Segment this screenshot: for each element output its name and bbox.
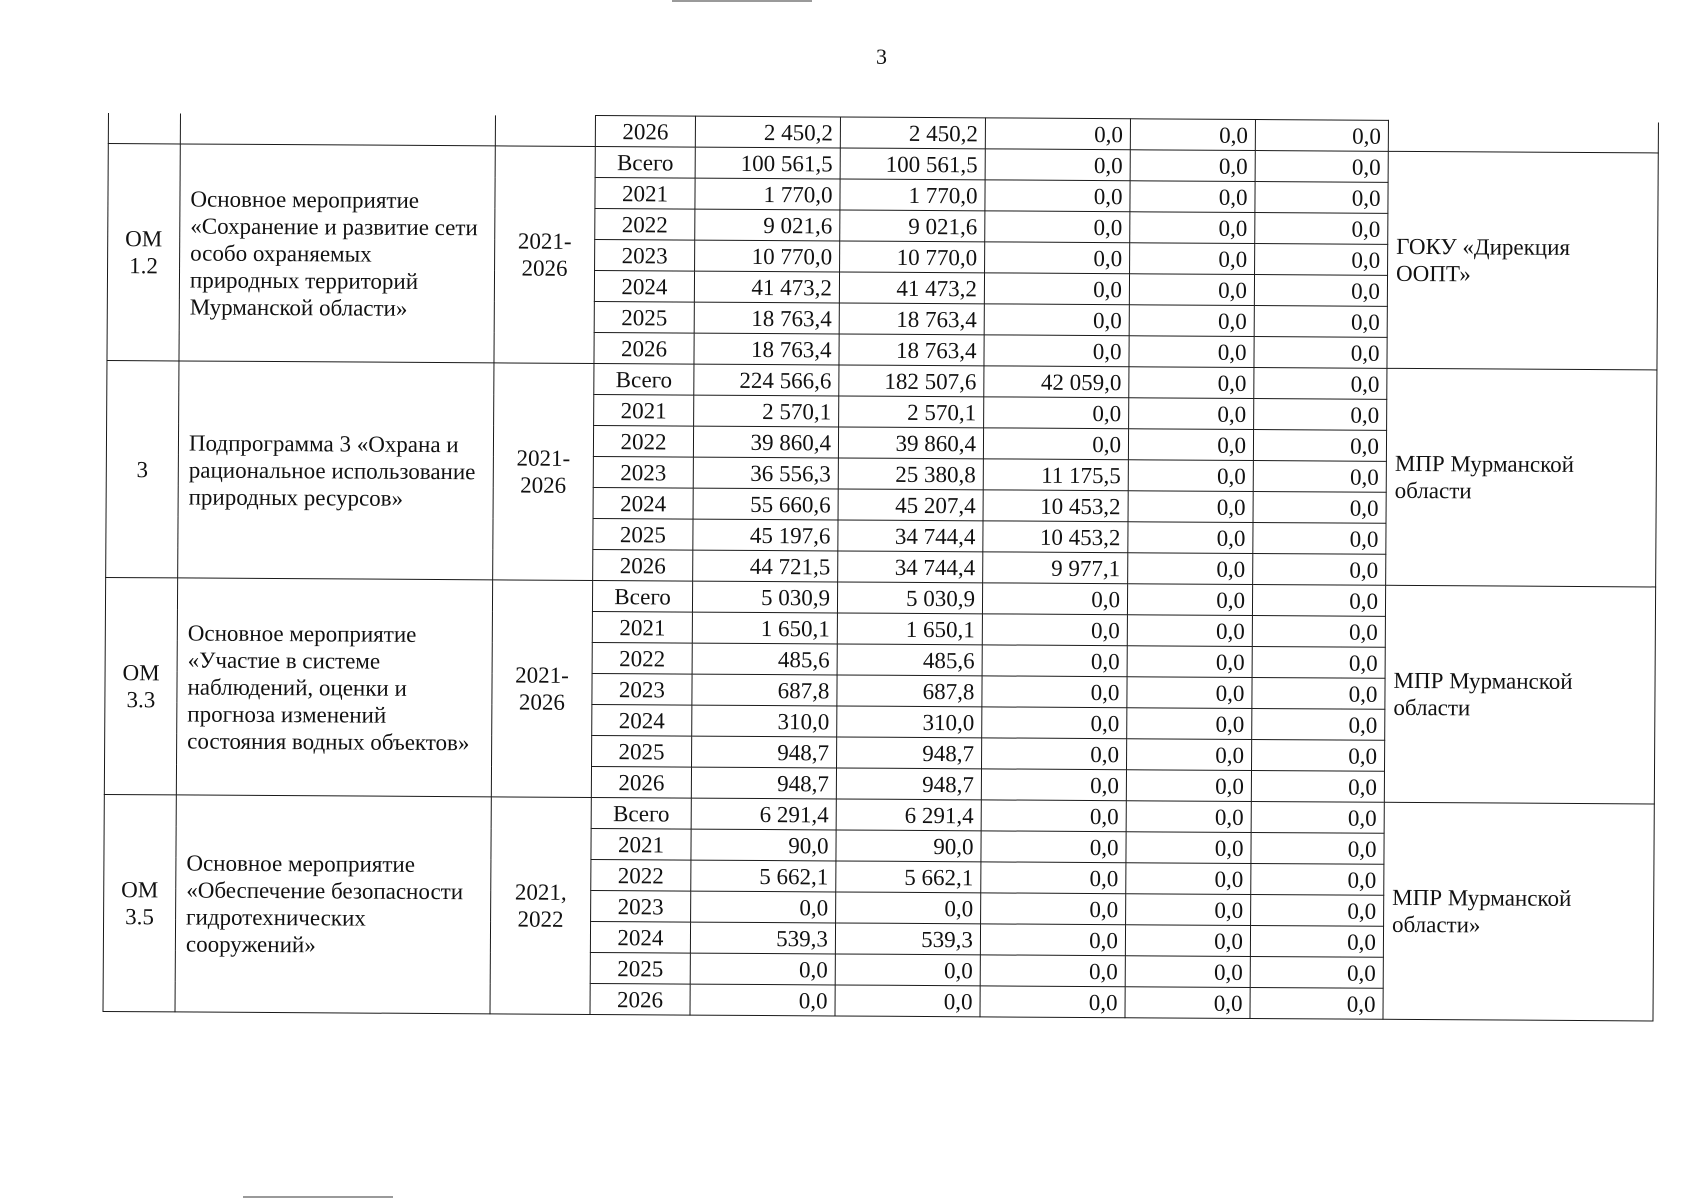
total-cell: 539,3	[690, 922, 835, 954]
federal-budget-cell: 11 175,5	[983, 459, 1128, 491]
total-cell: 55 660,6	[693, 488, 838, 520]
regional-budget-cell: 90,0	[836, 830, 981, 862]
local-budget-cell: 0,0	[1130, 150, 1255, 182]
period-cell	[494, 146, 595, 364]
other-sources-cell: 0,0	[1251, 739, 1384, 771]
code-cell	[107, 144, 180, 361]
local-budget-cell: 0,0	[1129, 367, 1254, 399]
federal-budget-cell: 0,0	[981, 862, 1126, 894]
year-cell: 2026	[595, 115, 695, 147]
name-text: Основное мероприятие «Сохранение и развитие сети особо охраняемых природных территорий Мурманской области»	[189, 186, 478, 321]
year-cell: 2023	[592, 673, 692, 705]
federal-budget-cell: 0,0	[984, 335, 1129, 367]
local-budget-cell: 0,0	[1130, 212, 1255, 244]
federal-budget-cell: 0,0	[985, 149, 1130, 181]
federal-budget-cell: 0,0	[984, 273, 1129, 305]
period-cell	[490, 797, 591, 1015]
name-cell	[175, 795, 491, 1014]
other-sources-cell: 0,0	[1251, 832, 1384, 864]
total-cell: 36 556,3	[693, 457, 838, 489]
federal-budget-cell: 0,0	[980, 986, 1125, 1018]
total-cell: 44 721,5	[693, 550, 838, 582]
local-budget-cell: 0,0	[1130, 181, 1255, 213]
local-budget-cell: 0,0	[1127, 708, 1252, 740]
other-sources-cell: 0,0	[1253, 554, 1386, 586]
regional-budget-cell: 100 561,5	[840, 148, 985, 180]
year-cell: 2022	[593, 425, 693, 457]
other-sources-cell: 0,0	[1251, 770, 1384, 802]
year-cell: Всего	[594, 363, 694, 395]
year-cell: 2026	[590, 983, 690, 1015]
federal-budget-cell: 0,0	[982, 645, 1127, 677]
total-cell: 485,6	[692, 643, 837, 675]
total-cell: 5 662,1	[691, 860, 836, 892]
period-text: 2021- 2026	[517, 228, 572, 281]
local-budget-cell: 0,0	[1128, 553, 1253, 585]
regional-budget-cell: 182 507,6	[839, 365, 984, 397]
regional-budget-cell: 34 744,4	[838, 520, 983, 552]
code-cell	[106, 360, 179, 577]
year-cell: Всего	[592, 580, 692, 612]
regional-budget-cell: 2 570,1	[839, 396, 984, 428]
regional-budget-cell: 5 662,1	[836, 861, 981, 893]
name-cell	[178, 361, 494, 580]
name-text: Основное мероприятие «Обеспечение безопасности гидротехнических сооружений»	[185, 850, 464, 958]
period-text: 2021- 2026	[516, 445, 571, 498]
document-sheet	[103, 112, 1658, 1021]
total-cell: 0,0	[690, 984, 835, 1016]
other-sources-cell: 0,0	[1254, 399, 1387, 431]
other-sources-cell: 0,0	[1255, 120, 1388, 152]
regional-budget-cell: 2 450,2	[840, 117, 985, 149]
year-cell: Всего	[595, 146, 695, 178]
local-budget-cell: 0,0	[1126, 863, 1251, 895]
other-sources-cell: 0,0	[1254, 275, 1387, 307]
regional-budget-cell: 485,6	[837, 644, 982, 676]
other-sources-cell: 0,0	[1251, 863, 1384, 895]
code-text: ОМ 1.2	[125, 226, 163, 279]
regional-budget-cell: 687,8	[837, 675, 982, 707]
year-cell: 2024	[594, 270, 694, 302]
total-cell: 310,0	[692, 705, 837, 737]
total-cell: 100 561,5	[695, 147, 840, 179]
name-text: Основное мероприятие «Участие в системе наблюдений, оценки и прогноза изменений состояния водных объектов»	[187, 619, 470, 755]
name-cell	[180, 113, 495, 146]
other-sources-cell: 0,0	[1253, 430, 1386, 462]
period-cell	[493, 363, 594, 581]
year-cell: 2024	[592, 704, 692, 736]
name-cell	[176, 578, 492, 797]
federal-budget-cell: 0,0	[982, 707, 1127, 739]
year-cell: 2023	[593, 456, 693, 488]
responsible-text: МПР Мурманской области»	[1391, 884, 1572, 938]
responsible-cell	[1386, 368, 1657, 587]
year-cell: 2022	[595, 208, 695, 240]
funding-table	[103, 112, 1659, 1021]
code-text: ОМ 3.5	[121, 877, 159, 930]
regional-budget-cell: 10 770,0	[840, 241, 985, 273]
period-text: 2021, 2022	[514, 879, 567, 932]
federal-budget-cell: 0,0	[983, 428, 1128, 460]
code-cell	[103, 794, 176, 1011]
total-cell: 18 763,4	[694, 333, 839, 365]
local-budget-cell: 0,0	[1130, 119, 1255, 151]
responsible-cell	[1383, 802, 1654, 1021]
year-cell: 2021	[595, 177, 695, 209]
federal-budget-cell: 0,0	[981, 800, 1126, 832]
period-cell	[491, 580, 592, 798]
year-cell: 2021	[591, 828, 691, 860]
federal-budget-cell: 0,0	[985, 118, 1130, 150]
other-sources-cell: 0,0	[1251, 894, 1384, 926]
year-cell: 2025	[592, 735, 692, 767]
total-cell: 224 566,6	[694, 364, 839, 396]
federal-budget-cell: 0,0	[982, 583, 1127, 615]
federal-budget-cell: 0,0	[985, 211, 1130, 243]
total-cell: 0,0	[690, 953, 835, 985]
local-budget-cell: 0,0	[1127, 615, 1252, 647]
other-sources-cell: 0,0	[1253, 492, 1386, 524]
name-cell	[179, 144, 495, 363]
regional-budget-cell: 0,0	[835, 985, 980, 1017]
year-cell: 2025	[593, 518, 693, 550]
other-sources-cell: 0,0	[1253, 461, 1386, 493]
total-cell: 2 570,1	[694, 395, 839, 427]
local-budget-cell: 0,0	[1125, 925, 1250, 957]
regional-budget-cell: 18 763,4	[839, 303, 984, 335]
year-cell: 2021	[594, 394, 694, 426]
code-text: ОМ 3.3	[122, 660, 160, 713]
federal-budget-cell: 0,0	[982, 614, 1127, 646]
regional-budget-cell: 34 744,4	[838, 551, 983, 583]
responsible-cell	[1388, 120, 1658, 153]
total-cell: 1 650,1	[692, 612, 837, 644]
total-cell: 41 473,2	[694, 271, 839, 303]
total-cell: 1 770,0	[695, 178, 840, 210]
federal-budget-cell: 0,0	[981, 831, 1126, 863]
local-budget-cell: 0,0	[1129, 398, 1254, 430]
period-cell	[495, 115, 595, 147]
regional-budget-cell: 5 030,9	[837, 582, 982, 614]
total-cell: 0,0	[691, 891, 836, 923]
federal-budget-cell: 0,0	[981, 769, 1126, 801]
federal-budget-cell: 42 059,0	[984, 366, 1129, 398]
other-sources-cell: 0,0	[1255, 151, 1388, 183]
local-budget-cell: 0,0	[1126, 832, 1251, 864]
total-cell: 948,7	[692, 736, 837, 768]
local-budget-cell: 0,0	[1126, 894, 1251, 926]
regional-budget-cell: 948,7	[837, 737, 982, 769]
local-budget-cell: 0,0	[1127, 646, 1252, 678]
year-cell: 2024	[590, 921, 690, 953]
responsible-cell	[1384, 585, 1655, 804]
federal-budget-cell: 0,0	[984, 304, 1129, 336]
federal-budget-cell: 10 453,2	[983, 490, 1128, 522]
local-budget-cell: 0,0	[1129, 274, 1254, 306]
year-cell: 2023	[595, 239, 695, 271]
year-cell: 2023	[591, 890, 691, 922]
other-sources-cell: 0,0	[1254, 306, 1387, 338]
regional-budget-cell: 6 291,4	[836, 799, 981, 831]
regional-budget-cell: 41 473,2	[839, 272, 984, 304]
other-sources-cell: 0,0	[1250, 925, 1383, 957]
regional-budget-cell: 39 860,4	[838, 427, 983, 459]
local-budget-cell: 0,0	[1127, 677, 1252, 709]
code-cell	[104, 577, 177, 794]
regional-budget-cell: 539,3	[835, 923, 980, 955]
local-budget-cell: 0,0	[1125, 956, 1250, 988]
regional-budget-cell: 310,0	[837, 706, 982, 738]
period-text: 2021- 2026	[515, 662, 569, 715]
other-sources-cell: 0,0	[1252, 646, 1385, 678]
total-cell: 10 770,0	[695, 240, 840, 272]
local-budget-cell: 0,0	[1125, 987, 1250, 1019]
regional-budget-cell: 1 650,1	[837, 613, 982, 645]
federal-budget-cell: 9 977,1	[983, 552, 1128, 584]
year-cell: 2024	[593, 487, 693, 519]
federal-budget-cell: 0,0	[982, 676, 1127, 708]
federal-budget-cell: 10 453,2	[983, 521, 1128, 553]
regional-budget-cell: 9 021,6	[840, 210, 985, 242]
federal-budget-cell: 0,0	[982, 738, 1127, 770]
regional-budget-cell: 1 770,0	[840, 179, 985, 211]
regional-budget-cell: 18 763,4	[839, 334, 984, 366]
responsible-cell	[1387, 151, 1658, 370]
local-budget-cell: 0,0	[1127, 584, 1252, 616]
federal-budget-cell: 0,0	[984, 397, 1129, 429]
page-number: 3	[876, 44, 887, 69]
local-budget-cell: 0,0	[1128, 429, 1253, 461]
total-cell: 687,8	[692, 674, 837, 706]
other-sources-cell: 0,0	[1254, 337, 1387, 369]
local-budget-cell: 0,0	[1126, 801, 1251, 833]
other-sources-cell: 0,0	[1252, 708, 1385, 740]
regional-budget-cell: 0,0	[835, 954, 980, 986]
responsible-text: МПР Мурманской области	[1393, 667, 1573, 721]
other-sources-cell: 0,0	[1251, 801, 1384, 833]
local-budget-cell: 0,0	[1130, 243, 1255, 275]
other-sources-cell: 0,0	[1250, 956, 1383, 988]
year-cell: 2026	[593, 549, 693, 581]
regional-budget-cell: 45 207,4	[838, 489, 983, 521]
other-sources-cell: 0,0	[1255, 182, 1388, 214]
other-sources-cell: 0,0	[1252, 677, 1385, 709]
code-text: 3	[136, 456, 149, 482]
year-cell: 2025	[594, 301, 694, 333]
local-budget-cell: 0,0	[1127, 739, 1252, 771]
year-cell: Всего	[591, 797, 691, 829]
year-cell: 2022	[591, 859, 691, 891]
year-cell: 2022	[592, 642, 692, 674]
total-cell: 5 030,9	[692, 581, 837, 613]
name-text: Подпрограмма 3 «Охрана и рациональное использование природных ресурсов»	[188, 430, 476, 511]
local-budget-cell: 0,0	[1128, 522, 1253, 554]
other-sources-cell: 0,0	[1252, 616, 1385, 648]
table-body	[103, 113, 1658, 1021]
year-cell: 2026	[594, 332, 694, 364]
other-sources-cell: 0,0	[1254, 368, 1387, 400]
total-cell: 45 197,6	[693, 519, 838, 551]
federal-budget-cell: 0,0	[980, 924, 1125, 956]
total-cell: 90,0	[691, 829, 836, 861]
total-cell: 2 450,2	[695, 116, 840, 148]
year-cell: 2021	[592, 611, 692, 643]
other-sources-cell: 0,0	[1252, 585, 1385, 617]
local-budget-cell: 0,0	[1128, 491, 1253, 523]
local-budget-cell: 0,0	[1129, 305, 1254, 337]
responsible-text: ГОКУ «Дирекция ООПТ»	[1395, 233, 1571, 287]
year-cell: 2026	[591, 766, 691, 798]
responsible-text: МПР Мурманской области	[1394, 450, 1575, 504]
code-cell	[108, 113, 180, 144]
local-budget-cell: 0,0	[1126, 770, 1251, 802]
federal-budget-cell: 0,0	[985, 242, 1130, 274]
federal-budget-cell: 0,0	[980, 955, 1125, 987]
regional-budget-cell: 948,7	[836, 768, 981, 800]
scan-artifact-bottom	[243, 1196, 393, 1198]
federal-budget-cell: 0,0	[985, 180, 1130, 212]
total-cell: 948,7	[691, 767, 836, 799]
total-cell: 6 291,4	[691, 798, 836, 830]
total-cell: 9 021,6	[695, 209, 840, 241]
total-cell: 18 763,4	[694, 302, 839, 334]
other-sources-cell: 0,0	[1253, 523, 1386, 555]
regional-budget-cell: 25 380,8	[838, 458, 983, 490]
year-cell: 2025	[590, 952, 690, 984]
other-sources-cell: 0,0	[1255, 244, 1388, 276]
local-budget-cell: 0,0	[1129, 336, 1254, 368]
scan-artifact-top	[672, 0, 812, 2]
other-sources-cell: 0,0	[1250, 987, 1383, 1019]
other-sources-cell: 0,0	[1255, 213, 1388, 245]
total-cell: 39 860,4	[693, 426, 838, 458]
federal-budget-cell: 0,0	[981, 893, 1126, 925]
local-budget-cell: 0,0	[1128, 460, 1253, 492]
regional-budget-cell: 0,0	[836, 892, 981, 924]
